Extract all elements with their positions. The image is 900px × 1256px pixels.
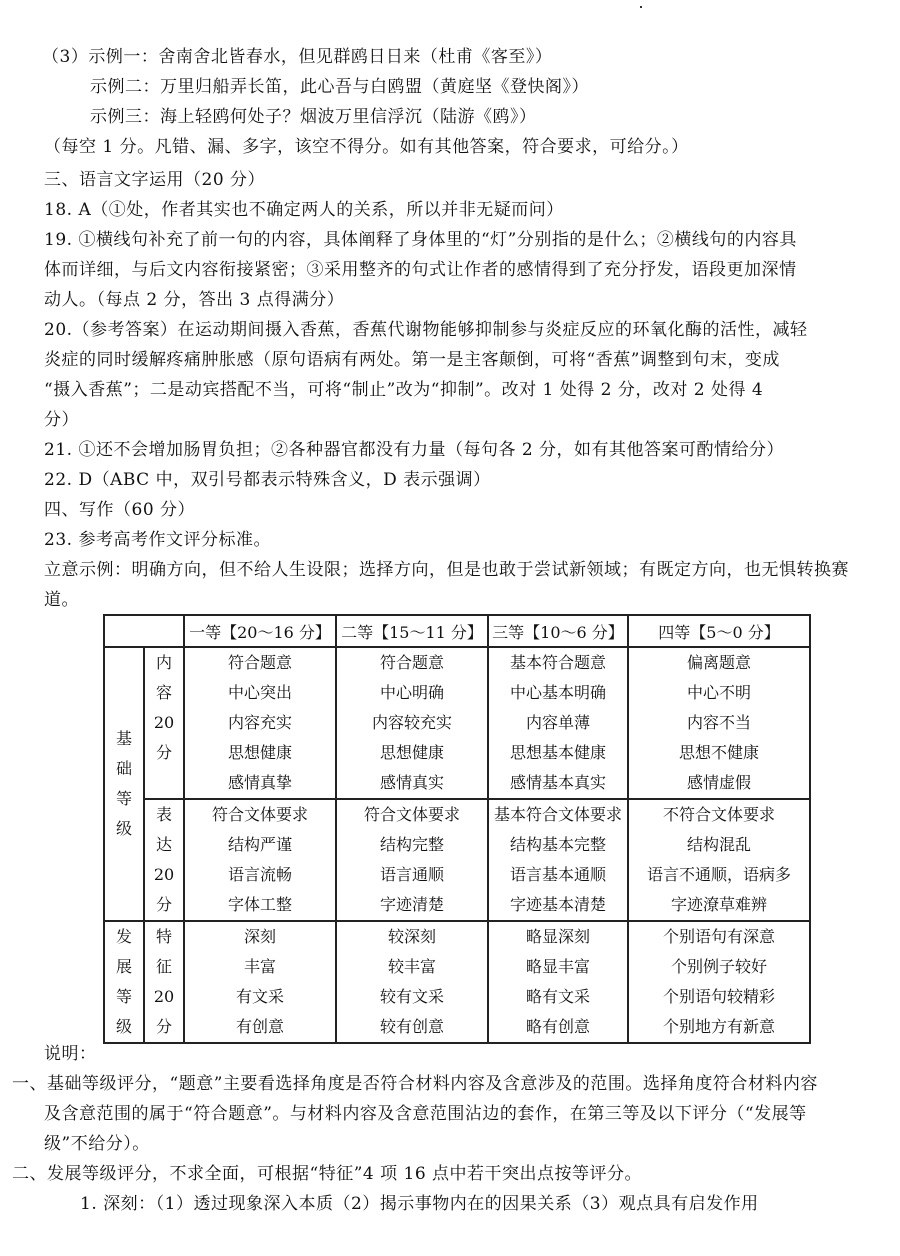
header-grade-4: 四等【5～0 分】	[628, 615, 810, 647]
header-grade-1: 一等【20～16 分】	[184, 615, 336, 647]
answer-18: 18. A（①处，作者其实也不确定两人的关系，所以并非无疑而问）	[44, 200, 564, 220]
table-header-row	[104, 615, 810, 647]
answer-19-line-2: 体而详细，与后文内容衔接紧密；③采用整齐的句式让作者的感情得到了充分抒发，语段更加深情	[44, 260, 797, 280]
features-grade-1: 深刻 丰富 有文采 有创意	[184, 921, 336, 1043]
answer-23: 23. 参考高考作文评分标准。	[44, 530, 271, 550]
content-grade-1: 符合题意 中心突出 内容充实 思想健康 感情真挚	[184, 647, 336, 799]
table-row-content	[104, 647, 810, 799]
content-grade-3: 基本符合题意 中心基本明确 内容单薄 思想基本健康 感情基本真实	[488, 647, 628, 799]
features-grade-2: 较深刻 较丰富 较有文采 较有创意	[336, 921, 488, 1043]
section-3-heading: 三、语言文字运用（20 分）	[44, 170, 266, 190]
scoring-note-blanks: （每空 1 分。凡错、漏、多字，该空不得分。如有其他答案，符合要求，可给分。）	[44, 137, 689, 157]
development-level-label: 发 展 等 级	[104, 921, 144, 1043]
expression-grade-3: 基本符合文体要求 结构基本完整 语言基本通顺 字迹基本清楚	[488, 799, 628, 921]
table-row-expression	[104, 799, 810, 921]
header-grade-2: 二等【15～11 分】	[336, 615, 488, 647]
answer-3-example-1: （3）示例一：舍南舍北皆春水，但见群鸥日日来（杜甫《客至》）	[42, 47, 553, 67]
note-1-line-2: 及含意范围的属于“符合题意”。与材料内容及含意范围沾边的套作，在第三等及以下评分（“发展等	[44, 1104, 807, 1124]
answer-3-example-3: 示例三：海上轻鸥何处子？烟波万里信浮沉（陆游《鸥》）	[90, 107, 537, 127]
essay-grading-table	[103, 614, 811, 1044]
section-4-heading: 四、写作（60 分）	[44, 500, 196, 520]
features-grade-3: 略显深刻 略显丰富 略有文采 略有创意	[488, 921, 628, 1043]
note-1-line-1: 一、基础等级评分，“题意”主要看选择角度是否符合材料内容及含意涉及的范围。选择角度符合材料内容	[12, 1074, 818, 1094]
expression-grade-4: 不符合文体要求 结构混乱 语言不通顺，语病多 字迹潦草难辨	[628, 799, 810, 921]
expression-grade-2: 符合文体要求 结构完整 语言通顺 字迹清楚	[336, 799, 488, 921]
answer-20-line-4: 分）	[44, 410, 79, 430]
notes-heading: 说明：	[44, 1044, 97, 1064]
answer-21: 21. ①还不会增加肠胃负担；②各种器官都没有力量（每句各 2 分，如有其他答案可酌情给分）	[44, 440, 785, 460]
answer-19-line-1: 19. ①横线句补充了前一句的内容，具体阐释了身体里的“灯”分别指的是什么；②横线句的内容具	[44, 230, 797, 250]
note-2-item-1: 1. 深刻：（1）透过现象深入本质（2）揭示事物内在的因果关系（3）观点具有启发作用	[80, 1194, 759, 1214]
features-label: 特 征 20 分	[144, 921, 184, 1043]
table-corner-cell	[104, 615, 184, 647]
table-row-features	[104, 921, 810, 1043]
answer-22: 22. D（ABC 中，双引号都表示特殊含义，D 表示强调）	[44, 470, 491, 490]
answer-3-example-2: 示例二：万里归船弄长笛，此心吾与白鸥盟（黄庭坚《登快阁》）	[90, 77, 589, 97]
features-grade-4: 个别语句有深意 个别例子较好 个别语句较精彩 个别地方有新意	[628, 921, 810, 1043]
expression-grade-1: 符合文体要求 结构严谨 语言流畅 字体工整	[184, 799, 336, 921]
expression-label: 表 达 20 分	[144, 799, 184, 921]
content-label: 内 容 20 分	[144, 647, 184, 799]
header-grade-3: 三等【10～6 分】	[488, 615, 628, 647]
answer-20-line-1: 20.（参考答案）在运动期间摄入香蕉，香蕉代谢物能够抑制参与炎症反应的环氧化酶的活性，减轻	[44, 320, 808, 340]
theme-example-line-1: 立意示例：明确方向，但不给人生设限；选择方向，但是也敢于尝试新领域；有既定方向，也无惧转换赛	[44, 560, 849, 580]
note-2: 二、发展等级评分，不求全面，可根据“特征”4 项 16 点中若干突出点按等评分。	[12, 1164, 643, 1184]
content-grade-4: 偏离题意 中心不明 内容不当 思想不健康 感情虚假	[628, 647, 810, 799]
note-1-line-3: 级”不给分）。	[44, 1134, 150, 1154]
answer-19-line-3: 动人。（每点 2 分，答出 3 点得满分）	[44, 290, 345, 310]
answer-20-line-3: “摄入香蕉”；二是动宾搭配不当，可将“制止”改为“抑制”。改对 1 处得 2 分，改对 2 处得 4	[44, 380, 764, 400]
answer-20-line-2: 炎症的同时缓解疼痛肿胀感（原句语病有两处。第一是主客颠倒，可将“香蕉”调整到句末，变成	[44, 350, 780, 370]
scan-speck	[640, 6, 642, 8]
content-grade-2: 符合题意 中心明确 内容较充实 思想健康 感情真实	[336, 647, 488, 799]
basic-level-label: 基 础 等 级	[104, 647, 144, 921]
theme-example-line-2: 道。	[44, 590, 79, 610]
